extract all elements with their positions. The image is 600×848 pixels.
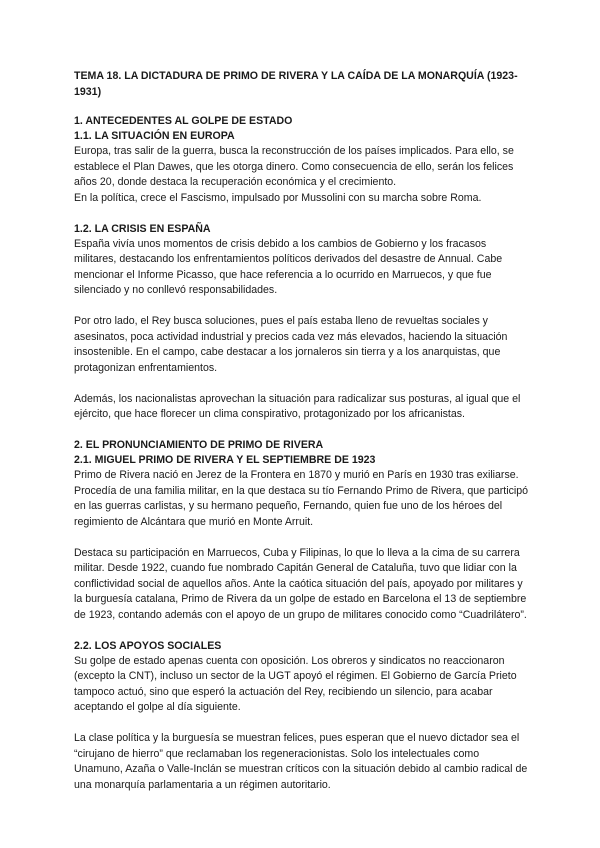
paragraph: Además, los nacionalistas aprovechan la situación para radicalizar sus posturas, al igual que el ejército, que hace florecer un clima conspirativo, protagonizado por los africanistas. xyxy=(74,392,521,420)
subsection-1-1-heading: 1.1. LA SITUACIÓN EN EUROPA xyxy=(74,130,235,142)
paragraph: Europa, tras salir de la guerra, busca la reconstrucción de los países implicados. Para ello, se establece el Plan Dawes, que les otorga dinero. Como consecuencia de ello, serán los felices años 20, donde destaca la recuperación económica y el crecimiento. xyxy=(74,145,514,188)
section-1-heading: 1. ANTECEDENTES AL GOLPE DE ESTADO xyxy=(74,115,293,127)
subsection-2-2-heading: 2.2. LOS APOYOS SOCIALES xyxy=(74,639,222,652)
paragraph: La clase política y la burguesía se muestran felices, pues esperan que el nuevo dictador sea el “cirujano de hierro” que reclamaban los regeneracionistas. Solo los intelectuales como Unamuno, Azaña o Valle-Inclán se muestran críticos con la situación debido al cambio radical de una monarquía parlamentaria a un régimen autoritario. xyxy=(74,732,528,791)
paragraph: Primo de Rivera nació en Jerez de la Frontera en 1870 y murió en París en 1930 tras exiliarse. Procedía de una familia militar, en la que destaca su tío Fernando Primo de Rivera, que participó en las guerras carlistas, y su hermano pequeño, Fernando, quien fue uno de los héroes del regimiento de Alcántara que murió en Monte Arruit. xyxy=(74,469,529,528)
subsection-2-1-heading: 2.1. MIGUEL PRIMO DE RIVERA Y EL SEPTIEMBRE DE 1923 xyxy=(74,454,376,466)
paragraph: España vivía unos momentos de crisis debido a los cambios de Gobierno y los fracasos militares, destacando los enfrentamientos políticos derivados del desastre de Annual. Cabe mencionar el Informe Picasso, que hace referencia a lo ocurrido en Marruecos, y que fue silenciado y no conllevó responsabilidades. xyxy=(74,237,503,296)
document-title: TEMA 18. LA DICTADURA DE PRIMO DE RIVERA Y LA CAÍDA DE LA MONARQUÍA (1923-1931) xyxy=(74,70,518,98)
paragraph: Destaca su participación en Marruecos, Cuba y Filipinas, lo que lo lleva a la cima de su carrera militar. Desde 1922, cuando fue nombrado Capitán General de Cataluña, tuvo que lidiar con la conflictividad social de aquellos años. Ante la caótica situación del país, apoyado por militares y la burguesía catalana, Primo de Rivera da un golpe de estado en Barcelona el 13 de septiembre de 1923, contando además con el apoyo de un grupo de militares conocido como “Cuadrilátero”. xyxy=(74,546,527,621)
paragraph: En la política, crece el Fascismo, impulsado por Mussolini con su marcha sobre Roma. xyxy=(74,191,482,204)
subsection-1-2-heading: 1.2. LA CRISIS EN ESPAÑA xyxy=(74,222,211,235)
section-2-heading: 2. EL PRONUNCIAMIENTO DE PRIMO DE RIVERA xyxy=(74,439,324,451)
paragraph: Por otro lado, el Rey busca soluciones, pues el país estaba lleno de revueltas sociales y asesinatos, poca actividad industrial y precios cada vez más elevados, haciendo la situación insostenible. En el campo, cabe destacar a los jornaleros sin tierra y a los anarquistas, que protagonizan enfrentamientos. xyxy=(74,315,508,374)
paragraph: Su golpe de estado apenas cuenta con oposición. Los obreros y sindicatos no reaccionaron (excepto la CNT), incluso un sector de la UGT apoyó el régimen. El Gobierno de García Prieto tampoco actuó, sino que esperó la actuación del Rey, recibiendo un silencio, para acabar aceptando el golpe al día siguiente. xyxy=(74,654,517,713)
